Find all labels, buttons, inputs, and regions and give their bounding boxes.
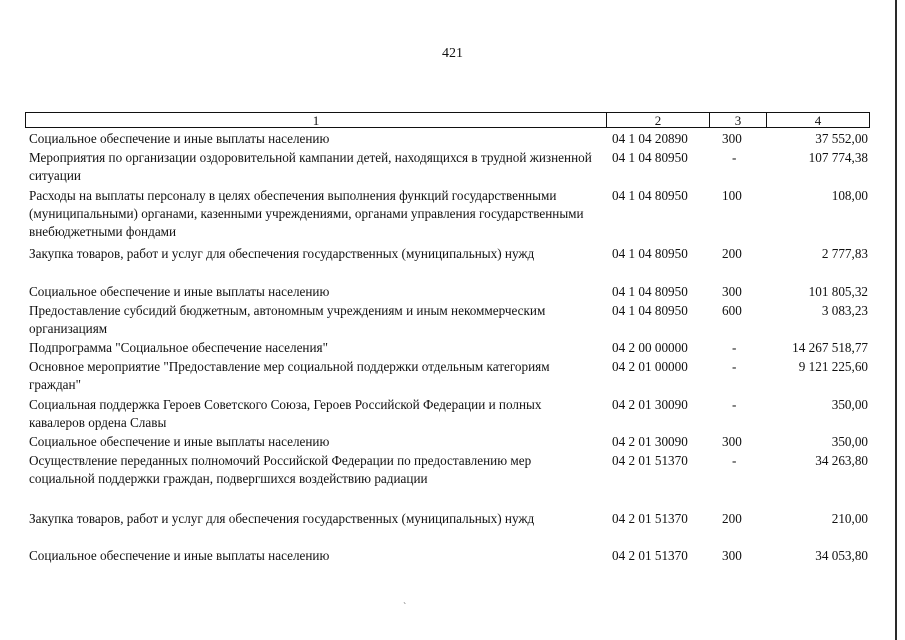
scan-speck: `	[403, 602, 407, 613]
row-name: Мероприятия по организации оздоровительной кампании детей, находящихся в трудной жизненной ситуации	[29, 150, 592, 183]
row-name: Социальное обеспечение и иные выплаты населению	[29, 131, 330, 146]
row-code: 04 2 01 30090	[612, 397, 688, 412]
row-name: Подпрограмма "Социальное обеспечение населения"	[29, 340, 328, 355]
row-amount: 107 774,38	[808, 150, 868, 165]
row-code: 04 1 04 80950	[612, 188, 688, 203]
header-col-4: 4	[766, 113, 869, 127]
row-type: 600	[722, 303, 742, 318]
row-name: Основное мероприятие "Предоставление мер социальной поддержки отдельным категориям граждан"	[29, 359, 550, 392]
row-name: Социальное обеспечение и иные выплаты населению	[29, 434, 330, 449]
page-right-border	[895, 0, 897, 640]
row-name: Предоставление субсидий бюджетным, автономным учреждениям и иным некоммерческим организациям	[29, 303, 546, 336]
row-amount: 3 083,23	[821, 303, 868, 318]
row-type: 300	[722, 434, 742, 449]
row-code: 04 1 04 20890	[612, 131, 688, 146]
row-type: 300	[722, 284, 742, 299]
row-code: 04 1 04 80950	[612, 150, 688, 165]
header-col-2: 2	[606, 113, 709, 127]
row-type: -	[732, 397, 737, 412]
row-type: 200	[722, 511, 742, 526]
row-type: -	[732, 453, 737, 468]
row-code: 04 2 01 51370	[612, 548, 688, 563]
row-amount: 2 777,83	[821, 246, 868, 261]
row-name: Расходы на выплаты персоналу в целях обеспечения выполнения функций государственными (муниципальными) органами, казенными учреждениями, органами управления государственными внебюджетными фондами	[29, 188, 584, 239]
row-code: 04 2 00 00000	[612, 340, 688, 355]
row-name: Закупка товаров, работ и услуг для обеспечения государственных (муниципальных) нужд	[29, 511, 535, 526]
row-type: 300	[722, 131, 742, 146]
row-amount: 34 263,80	[815, 453, 868, 468]
row-type: -	[732, 340, 737, 355]
row-code: 04 2 01 00000	[612, 359, 688, 374]
row-name: Социальное обеспечение и иные выплаты населению	[29, 284, 330, 299]
row-name: Социальная поддержка Героев Советского Союза, Героев Российской Федерации и полных кавалеров ордена Славы	[29, 397, 542, 430]
row-amount: 108,00	[831, 188, 868, 203]
row-code: 04 2 01 51370	[612, 453, 688, 468]
row-amount: 210,00	[831, 511, 868, 526]
row-type: -	[732, 150, 737, 165]
header-col-3: 3	[709, 113, 766, 127]
row-code: 04 1 04 80950	[612, 303, 688, 318]
row-code: 04 2 01 51370	[612, 511, 688, 526]
row-amount: 350,00	[831, 397, 868, 412]
row-amount: 101 805,32	[808, 284, 868, 299]
row-name: Закупка товаров, работ и услуг для обеспечения государственных (муниципальных) нужд	[29, 246, 535, 261]
row-name: Осуществление переданных полномочий Российской Федерации по предоставлению мер социальной поддержки граждан, подвергшихся воздействию радиации	[29, 453, 532, 486]
row-code: 04 1 04 80950	[612, 246, 688, 261]
row-type: -	[732, 359, 737, 374]
row-amount: 37 552,00	[815, 131, 868, 146]
page-number: 421	[442, 46, 463, 61]
row-code: 04 1 04 80950	[612, 284, 688, 299]
row-amount: 14 267 518,77	[792, 340, 868, 355]
table-header	[25, 112, 870, 128]
row-amount: 9 121 225,60	[798, 359, 868, 374]
row-amount: 350,00	[831, 434, 868, 449]
row-type: 300	[722, 548, 742, 563]
row-name: Социальное обеспечение и иные выплаты населению	[29, 548, 330, 563]
header-col-1: 1	[312, 113, 320, 128]
row-code: 04 2 01 30090	[612, 434, 688, 449]
row-type: 200	[722, 246, 742, 261]
row-amount: 34 053,80	[815, 548, 868, 563]
row-type: 100	[722, 188, 742, 203]
